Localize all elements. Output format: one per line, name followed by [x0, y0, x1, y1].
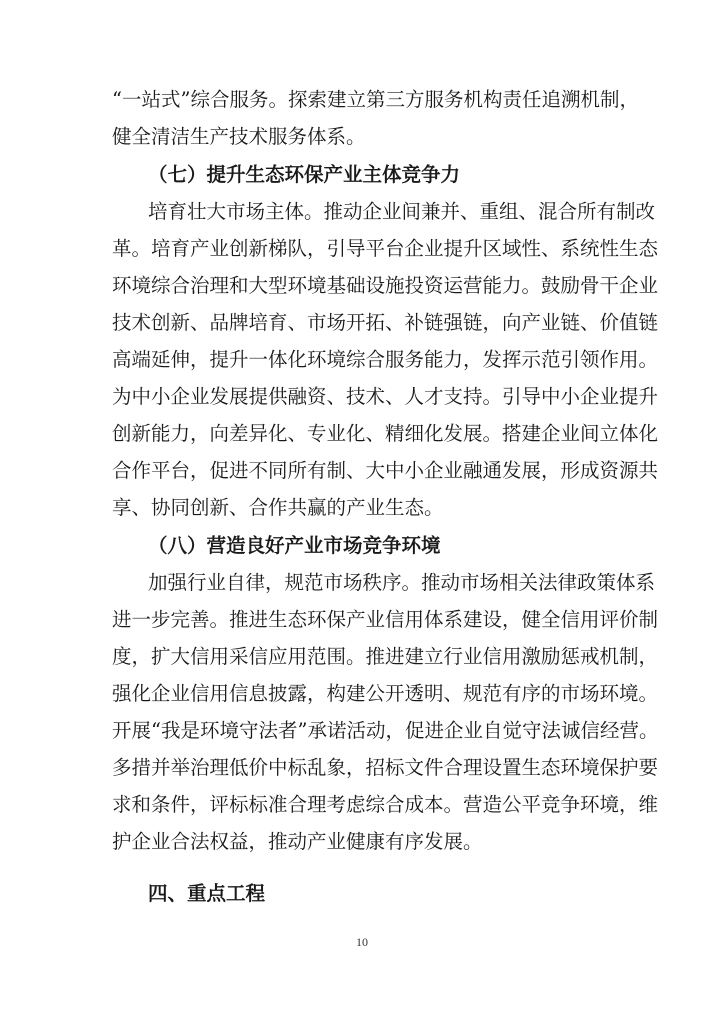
paragraph-line: 护企业合法权益，推动产业健康有序发展。	[112, 830, 483, 853]
paragraph-line: 高端延伸，提升一体化环境综合服务能力，发挥示范引领作用。	[112, 348, 659, 371]
chapter-heading-4: 四、重点工程	[148, 882, 266, 905]
paragraph-line: 培育壮大市场主体。推动企业间兼并、重组、混合所有制改	[148, 200, 656, 223]
section-heading-7: （七）提升生态环保产业主体竞争力	[148, 163, 461, 186]
paragraph-line: 享、协同创新、合作共赢的产业生态。	[112, 496, 444, 519]
paragraph-line: 加强行业自律，规范市场秩序。推动市场相关法律政策体系	[148, 571, 656, 594]
paragraph-line: 创新能力，向差异化、专业化、精细化发展。搭建企业间立体化	[112, 422, 659, 445]
paragraph-line: 开展“我是环境守法者”承诺活动，促进企业自觉守法诚信经营。	[112, 719, 659, 742]
paragraph-line: 为中小企业发展提供融资、技术、人才支持。引导中小企业提升	[112, 385, 659, 408]
paragraph-line: 度，扩大信用采信应用范围。推进建立行业信用激励惩戒机制，	[112, 645, 659, 668]
paragraph-line: 进一步完善。推进生态环保产业信用体系建设，健全信用评价制	[112, 608, 659, 631]
paragraph-line: 技术创新、品牌培育、市场开拓、补链强链，向产业链、价值链	[112, 311, 659, 334]
paragraph-line: 健全清洁生产技术服务体系。	[112, 125, 366, 148]
paragraph-line: “一站式”综合服务。探索建立第三方服务机构责任追溯机制，	[112, 88, 639, 111]
page-number: 10	[356, 935, 368, 949]
paragraph-line: 求和条件，评标标准合理考虑综合成本。营造公平竞争环境，维	[112, 793, 659, 816]
paragraph-line: 革。培育产业创新梯队，引导平台企业提升区域性、系统性生态	[112, 237, 659, 260]
section-heading-8: （八）营造良好产业市场竞争环境	[148, 534, 441, 557]
paragraph-line: 多措并举治理低价中标乱象，招标文件合理设置生态环境保护要	[112, 756, 659, 779]
paragraph-line: 强化企业信用信息披露，构建公开透明、规范有序的市场环境。	[112, 682, 659, 705]
paragraph-line: 合作平台，促进不同所有制、大中小企业融通发展，形成资源共	[112, 459, 659, 482]
paragraph-line: 环境综合治理和大型环境基础设施投资运营能力。鼓励骨干企业	[112, 274, 659, 297]
